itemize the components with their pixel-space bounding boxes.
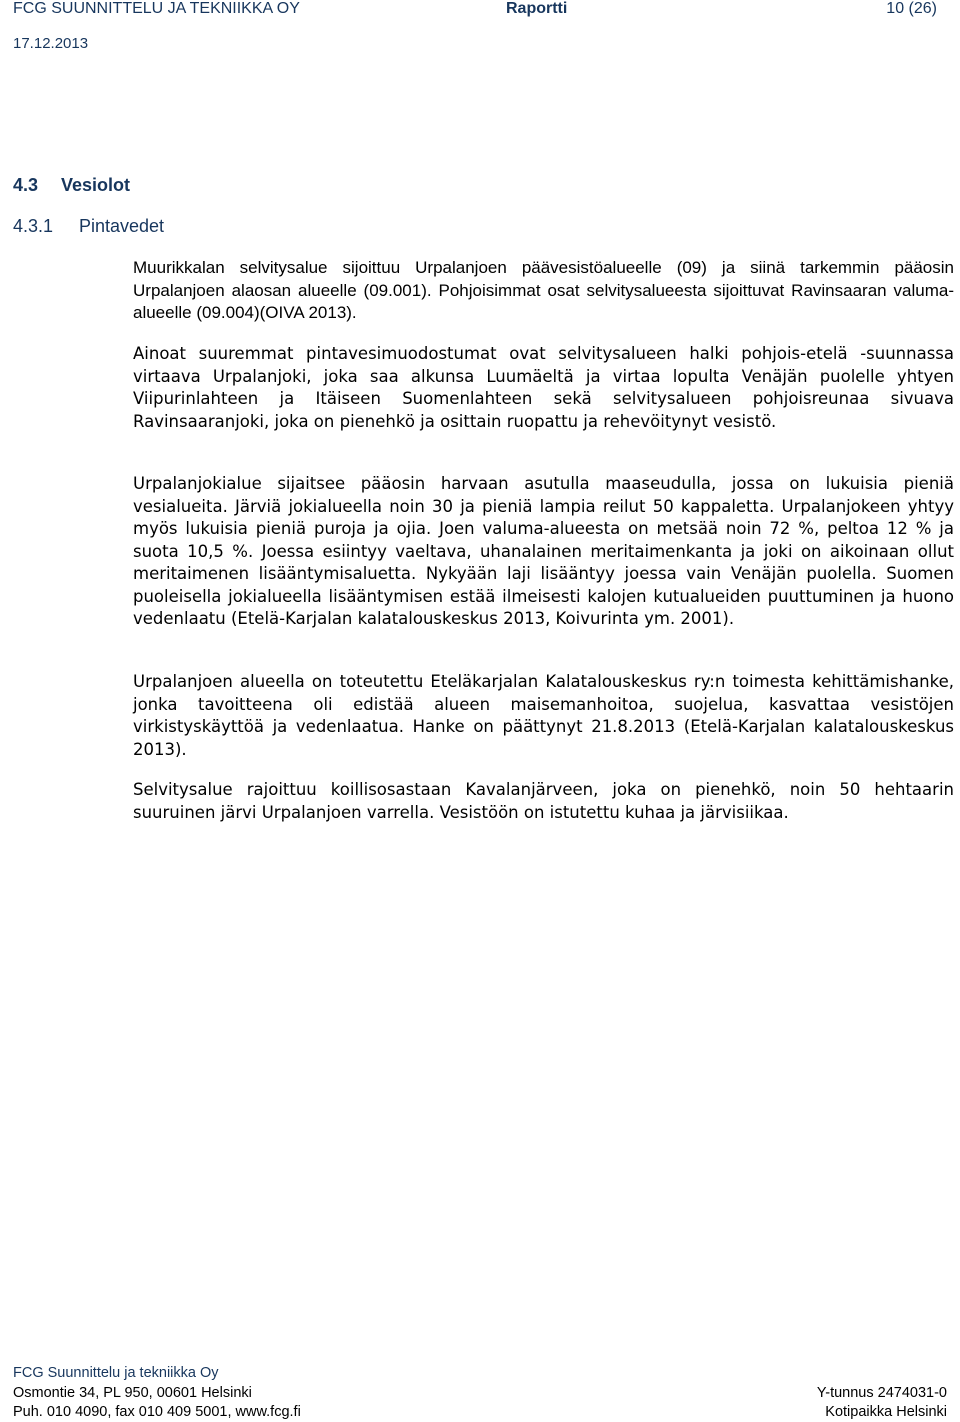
header-doc-type: Raportti xyxy=(506,0,568,17)
page-footer xyxy=(13,1365,947,1422)
subsection-number: 4.3.1 xyxy=(13,216,54,236)
header-page-number: 10 (26) xyxy=(886,0,937,17)
page-header xyxy=(13,0,942,56)
paragraph: Urpalanjoen alueella on toteutettu Eteläkarjalan Kalatalouskeskus ry:n toimesta kehittämishanke, jonka tavoitteena oli edistää alueen maisemanhoitoa, suojelua, kasvattaa vesistöjen virkistyskäyttöä ja vedenlaatua. Hanke on päättynyt 21.8.2013 (Etelä-Karjalan kalatalouskeskus 2013). xyxy=(133,672,954,759)
section-heading xyxy=(13,175,130,196)
footer-domicile: Kotipaikka Helsinki xyxy=(825,1404,947,1420)
section-title: Vesiolot xyxy=(61,175,131,195)
header-date: 17.12.2013 xyxy=(13,35,89,52)
paragraph: Muurikkalan selvitysalue sijoittuu Urpalanjoen päävesistöalueelle (09) ja siinä tarkemmin pääosin Urpalanjoen alaosan alueelle (09.001). Pohjoisimmat osat selvitysalueesta sijoittuvat Ravinsaaran valuma-alueelle (09.004)(OIVA 2013). xyxy=(133,258,954,323)
subsection-heading xyxy=(13,216,164,237)
paragraph: Ainoat suuremmat pintavesimuodostumat ovat selvitysalueen halki pohjois-etelä -suunnassa virtaava Urpalanjoki, joka saa alkunsa Luumäeltä ja virtaa lopulta Venäjän puolelle yhtyen Viipurinlahteen ja Itäiseen Suomenlahteen sekä selvitysalueen pohjoisreunaa sivuava Ravinsaaranjoki, joka on pienehkö ja osittain ruopattu ja rehevöitynyt vesistö. xyxy=(133,344,954,431)
header-company: FCG SUUNNITTELU JA TEKNIIKKA OY xyxy=(13,0,300,17)
paragraph: Selvitysalue rajoittuu koillisosastaan Kavalanjärveen, joka on pienehkö, noin 50 hehtaarin suuruinen järvi Urpalanjoen varrella. Vesistöön on istutettu kuhaa ja järvisiikaa. xyxy=(133,780,954,822)
footer-contact: Puh. 010 4090, fax 010 409 5001, www.fcg.fi xyxy=(13,1404,301,1420)
footer-address: Osmontie 34, PL 950, 00601 Helsinki xyxy=(13,1385,252,1401)
paragraph: Urpalanjokialue sijaitsee pääosin harvaan asutulla maaseudulla, jossa on lukuisia pieniä vesialueita. Järviä jokialueella noin 30 ja pieniä lampia reilut 50 kappaletta. Urpalanjokeen yhtyy myös lukuisia pieniä puroja ja ojia. Joen valuma-alueesta on metsää noin 72 %, peltoa 12 % ja suota 10,5 %. Joessa esiintyy vaeltava, uhanalainen meritaimenkanta ja joki on aikoinaan ollut meritaimenen lisääntymisaluetta. Nykyään laji lisääntyy joessa vain Venäjän puolella. Suomen puoleisella jokialueella lisääntymisen estää ilmeisesti kalojen kutualueiden puuttuminen ja huono vedenlaatu (Etelä-Karjalan kalatalouskeskus 2013, Koivurinta ym. 2001). xyxy=(133,474,954,628)
footer-company-name: FCG Suunnittelu ja tekniikka Oy xyxy=(13,1365,219,1381)
section-number: 4.3 xyxy=(13,175,39,195)
subsection-title: Pintavedet xyxy=(79,216,165,236)
footer-business-id: Y-tunnus 2474031-0 xyxy=(816,1385,947,1401)
